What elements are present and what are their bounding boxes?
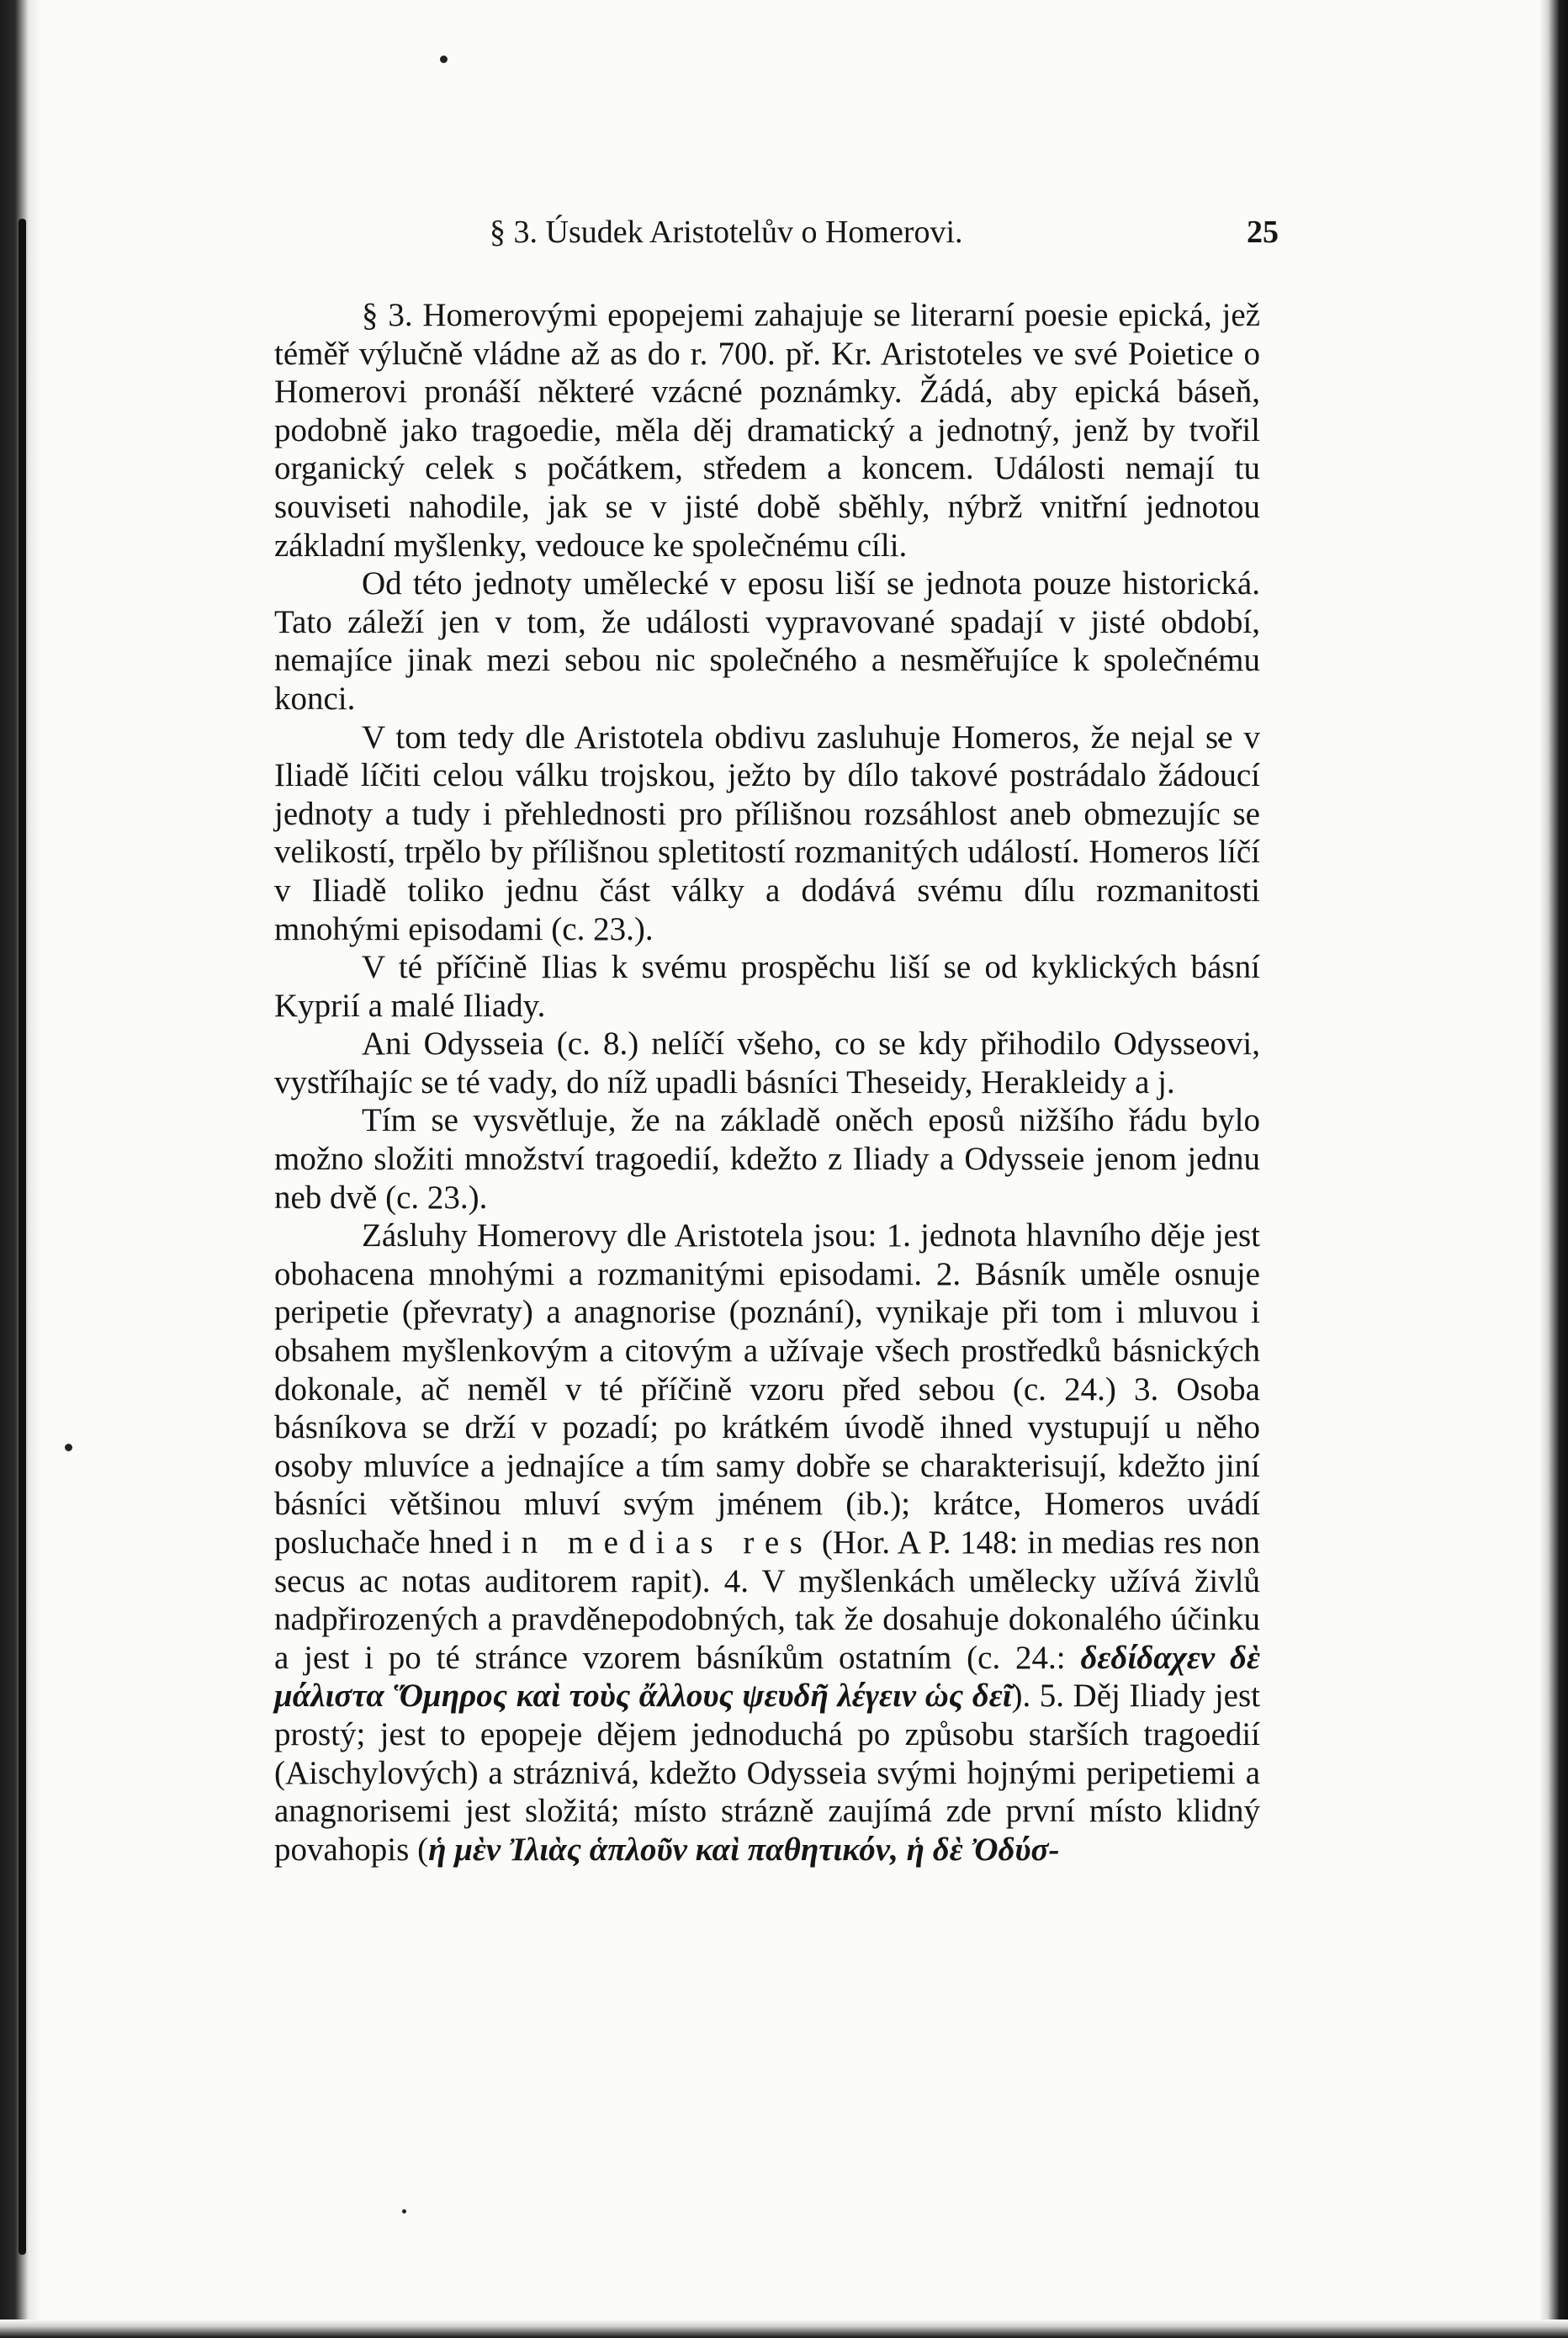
paragraph: Tím se vysvětluje, že na základě oněch eposů nižšího řádu bylo možno složiti množství tragoedií, kdežto z Iliady a Odysseie jenom jednu neb dvě (c. 23.). <box>274 1102 1260 1216</box>
paragraph: § 3. Homerovými epopejemi zahajuje se literarní poesie epická, jež téměř výlučně vládne až as do r. 700. př. Kr. Aristoteles ve své Poietice o Homerovi pronáší některé vzácné poznámky. Žádá, aby epická báseň, podobně jako tragoedie, měla děj dramatický a jednotný, jenž by tvořil organický celek s počátkem, středem a koncem. Události nemají tu souviseti nahodile, jak se v jisté době sběhly, nýbrž vnitřní jednotou základní myšlenky, vedouce ke společnému cíli. <box>274 297 1260 564</box>
scan-speck <box>402 2209 406 2213</box>
scan-speck <box>440 56 448 63</box>
latin-phrase: in medias res <box>501 1524 813 1561</box>
greek-quote: ἡ μὲν Ἰλιὰς ἁπλοῦν καὶ παθητικόν, ἡ δὲ Ὀδύσ- <box>428 1831 1060 1868</box>
paragraph: Od této jednoty umělecké v eposu liší se jednota pouze historická. Tato záleží jen v tom, že události vypravované spadají v jisté období, nemajíce jinak mezi sebou nic společného a nesměřujíce k společnému konci. <box>274 565 1260 717</box>
paragraph: Ani Odysseia (c. 8.) nelíčí všeho, co se kdy přihodilo Odysseovi, vystříhajíc se té vady, do níž upadli básníci Theseidy, Herakleidy a j. <box>274 1026 1260 1100</box>
scan-speck <box>65 1444 72 1451</box>
page-right-edge <box>1539 0 1568 2338</box>
paragraph-text: Zásluhy Homerovy dle Aristotela jsou: 1. jednota hlavního děje jest obohacena mnohými a rozmanitými episodami. 2. Básník uměle osnuje peripetie (převraty) a anagnorise (poznání), vynikaje při tom i mluvou i obsahem myšlenkovým a citovým a užívaje všech prostředků básnických dokonale, ač neměl v té příčině vzoru před sebou (c. 24.) 3. Osoba básníkova se drží v pozadí; po krátkém úvodě ihned vystupují u něho osoby mluvíce a jednajíce a tím samy dobře se charakterisují, kdežto jiní básníci většinou mluví svým jménem (ib.); krátce, Homeros uvádí posluchače hned <box>274 1217 1260 1561</box>
greek-quote: δεδίδαχεν δὲ μάλιστα Ὅμηρος καὶ τοὺς ἄλλους ψευδῆ λέγειν ὡς δεῖ <box>274 1639 1260 1715</box>
paragraph-text: ). 5. Děj Iliady jest prostý; jest to epopeje dějem jednoduchá po způsobu starších tragoedií (Aischylových) a stráznivá, kdežto Odysseia svými hojnými peripetiemi a anagnorisemi jest složitá; místo strázně zaujímá zde první místo klidný povahopis ( <box>274 1678 1260 1868</box>
page-bottom-edge <box>0 2319 1568 2338</box>
binding-edge <box>19 219 26 2255</box>
running-title: § 3. Úsudek Aristotelův o Homerovi. <box>490 215 963 250</box>
paragraph <box>274 1217 1260 1869</box>
paragraph: V tom tedy dle Aristotela obdivu zasluhuje Homeros, že nejal se v Iliadě líčiti celou válku trojskou, ježto by dílo takové postrádalo žádoucí jednoty a tudy i přehlednosti pro přílišnou rozsáhlost aneb obmezujíc se velikostí, trpělo by přílišnou spletitostí rozmanitých událostí. Homeros líčí v Iliadě toliko jednu část války a dodává svému dílu rozmanitosti mnohými episodami (c. 23.). <box>274 718 1260 947</box>
page-number: 25 <box>1247 215 1279 250</box>
paragraph: V té příčině Ilias k svému prospěchu liší se od kyklických básní Kyprií a malé Iliady. <box>274 949 1260 1024</box>
running-header <box>278 214 1279 254</box>
body-text <box>274 296 1260 1869</box>
paragraph-text: (Hor. A P. 148: in medias res non secus ac notas auditorem rapit). 4. V myšlenkách umělecky užívá živlů nadpřirozených a pravděnepodobných, tak že dosahuje dokonalého účinku a jest i po té stránce vzorem básníkům ostatním (c. 24.: <box>274 1524 1260 1676</box>
